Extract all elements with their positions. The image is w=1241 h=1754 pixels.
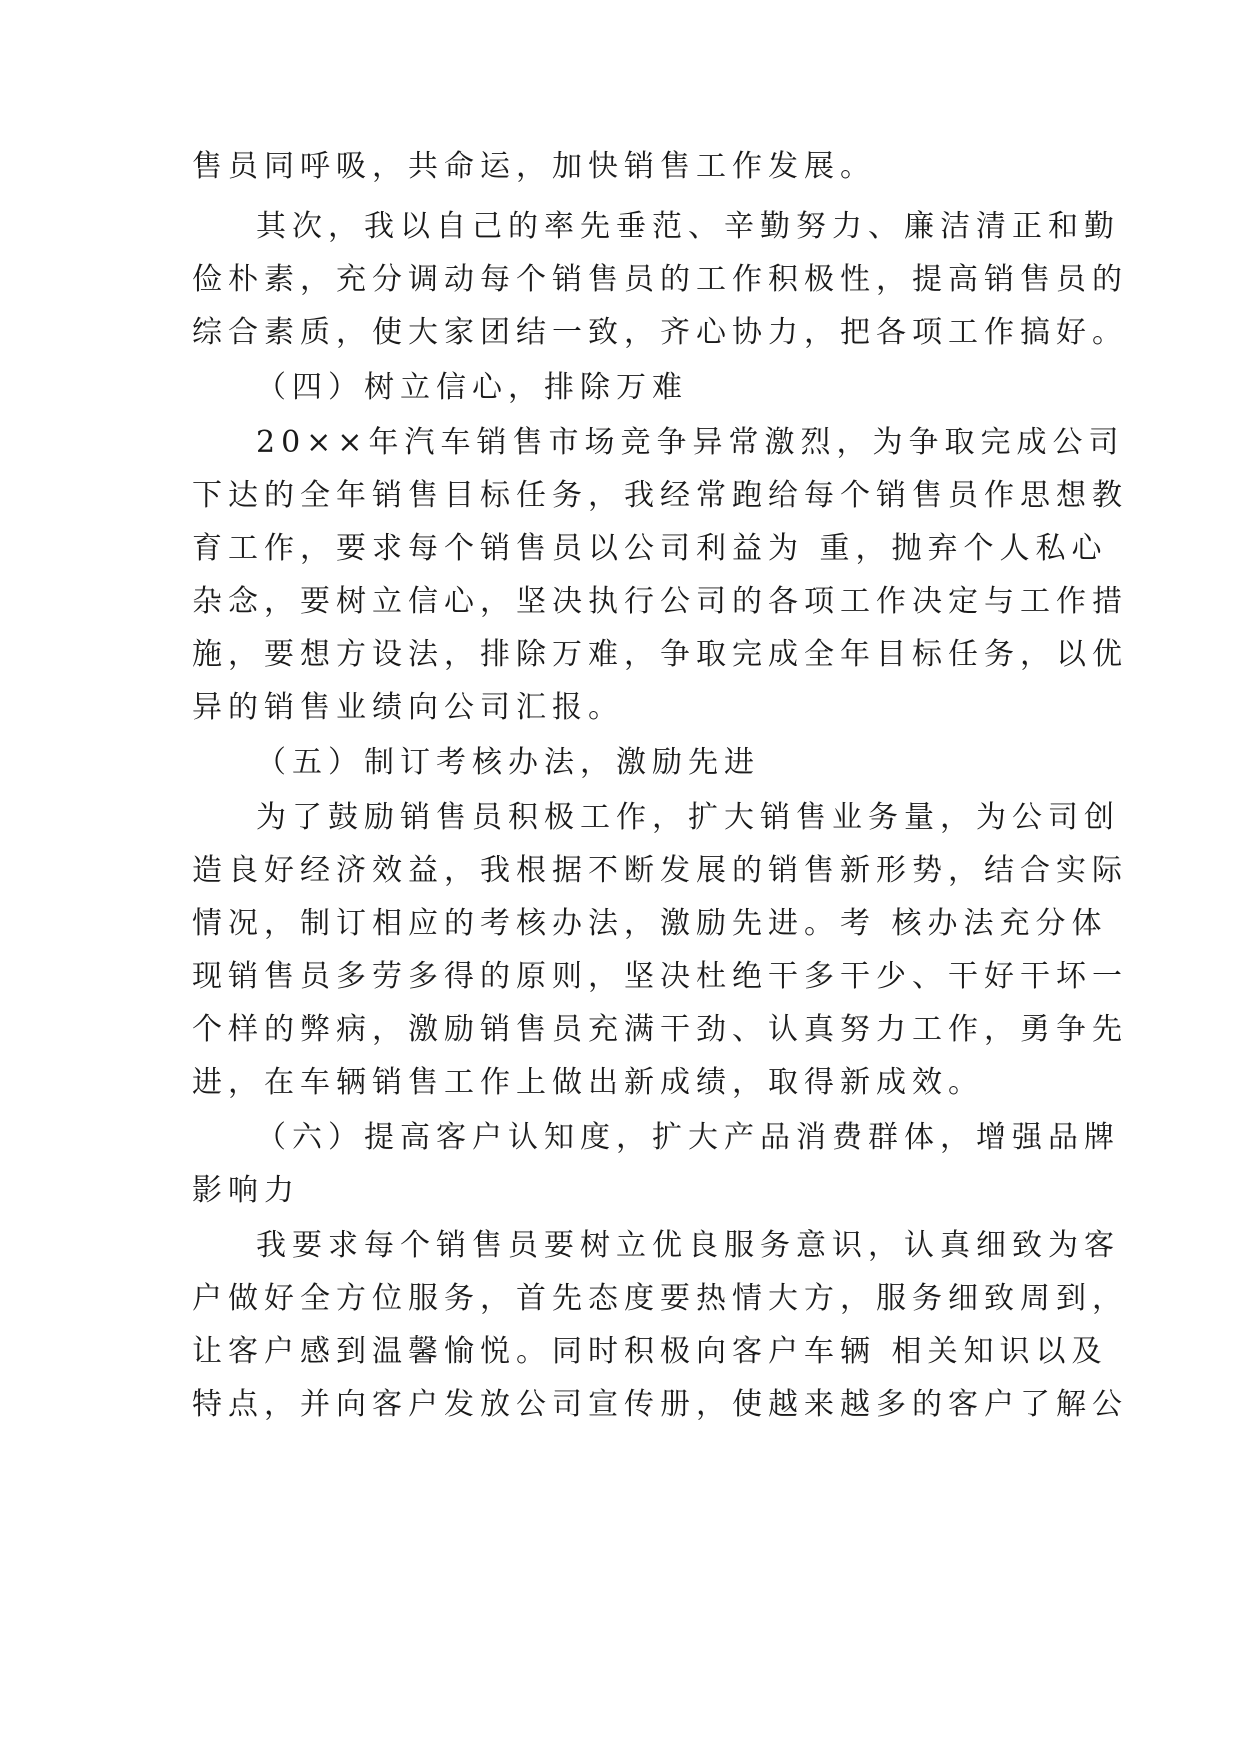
paragraph-line: 情况，制订相应的考核办法，激励先进。考 核办法充分体 [192, 906, 1108, 941]
paragraph-line: 进，在车辆销售工作上做出新成绩，取得新成效。 [192, 1065, 984, 1100]
paragraph-line: 施，要想方设法，排除万难，争取完成全年目标任务，以优 [192, 637, 1128, 672]
section-heading-continued: 影响力 [192, 1173, 300, 1208]
paragraph-line: 20××年汽车销售市场竞争异常激烈，为争取完成公司 [256, 425, 1125, 460]
paragraph-line: 户做好全方位服务，首先态度要热情大方，服务细致周到， [192, 1281, 1128, 1316]
paragraph-line: 造良好经济效益，我根据不断发展的销售新形势，结合实际 [192, 853, 1128, 888]
paragraph-line: 让客户感到温馨愉悦。同时积极向客户车辆 相关知识以及 [192, 1334, 1108, 1369]
paragraph-line: 我要求每个销售员要树立优良服务意识，认真细致为客 [256, 1228, 1120, 1263]
paragraph-line: 个样的弊病，激励销售员充满干劲、认真努力工作，勇争先 [192, 1012, 1128, 1047]
paragraph-line: 下达的全年销售目标任务，我经常跑给每个销售员作思想教 [192, 478, 1128, 513]
paragraph-line: 异的销售业绩向公司汇报。 [192, 690, 624, 725]
paragraph-line: 现销售员多劳多得的原则，坚决杜绝干多干少、干好干坏一 [192, 959, 1128, 994]
paragraph-line: 为了鼓励销售员积极工作，扩大销售业务量，为公司创 [256, 800, 1120, 835]
section-heading: （六）提高客户认知度，扩大产品消费群体，增强品牌 [256, 1120, 1120, 1155]
paragraph-line: 特点，并向客户发放公司宣传册，使越来越多的客户了解公 [192, 1387, 1128, 1422]
paragraph-line: 俭朴素，充分调动每个销售员的工作积极性，提高销售员的 [192, 262, 1128, 297]
section-heading: （五）制订考核办法，激励先进 [256, 745, 760, 780]
paragraph-line: 其次，我以自己的率先垂范、辛勤努力、廉洁清正和勤 [256, 209, 1120, 244]
paragraph-line: 售员同呼吸，共命运，加快销售工作发展。 [192, 149, 876, 184]
paragraph-line: 育工作，要求每个销售员以公司利益为 重，抛弃个人私心 [192, 531, 1108, 566]
paragraph-line: 综合素质，使大家团结一致，齐心协力，把各项工作搞好。 [192, 315, 1128, 350]
section-heading: （四）树立信心，排除万难 [256, 370, 688, 405]
paragraph-line: 杂念，要树立信心，坚决执行公司的各项工作决定与工作措 [192, 584, 1128, 619]
